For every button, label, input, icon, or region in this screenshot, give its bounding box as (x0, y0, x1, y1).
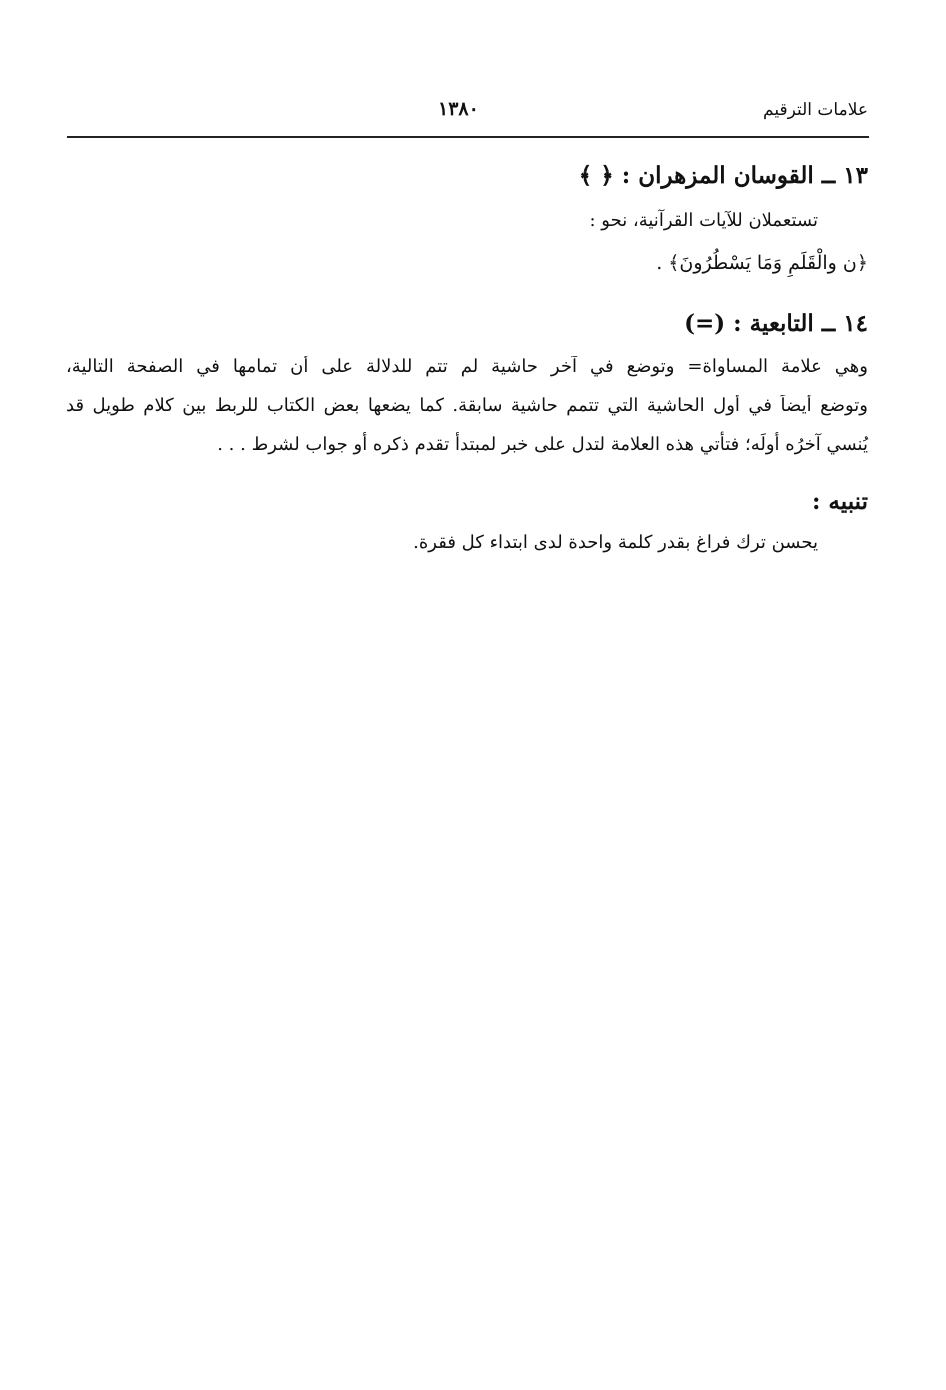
note-heading: تنبيه : (811, 488, 868, 515)
section-13-description: تستعملان للآيات القرآنية، نحو : (589, 210, 818, 231)
section-13-example: ﴿ن والْقَلَمِ وَمَا يَسْطُرُونَ﴾ . (656, 252, 868, 274)
section-14-line-1: وهي علامة المساواة= وتوضع في آخر حاشية لم تتم للدلالة على أن تمامها في الصفحة التالية، (66, 356, 868, 377)
note-text: يحسن ترك فراغ بقدر كلمة واحدة لدى ابتداء كل فقرة. (413, 532, 818, 553)
header-rule (67, 136, 869, 138)
section-14-line-3: يُنسي آخرُه أولَه؛ فتأتي هذه العلامة لتدل على خبر لمبتدأ تقدم ذكره أو جواب لشرط . . . (217, 434, 868, 455)
running-title: علامات الترقيم (763, 100, 868, 120)
page-number: ١٣٨٠ (438, 98, 479, 120)
section-14-heading: ١٤ ــ التابعية : (=) (684, 310, 868, 337)
section-13-heading: ١٣ ــ القوسان المزهران : ﴿ ﴾ (578, 162, 868, 189)
section-14-line-2: وتوضع أيضاً في أول الحاشية التي تتمم حاشية سابقة. كما يضعها بعض الكتاب للربط بين كلام طويل قد (66, 395, 868, 416)
